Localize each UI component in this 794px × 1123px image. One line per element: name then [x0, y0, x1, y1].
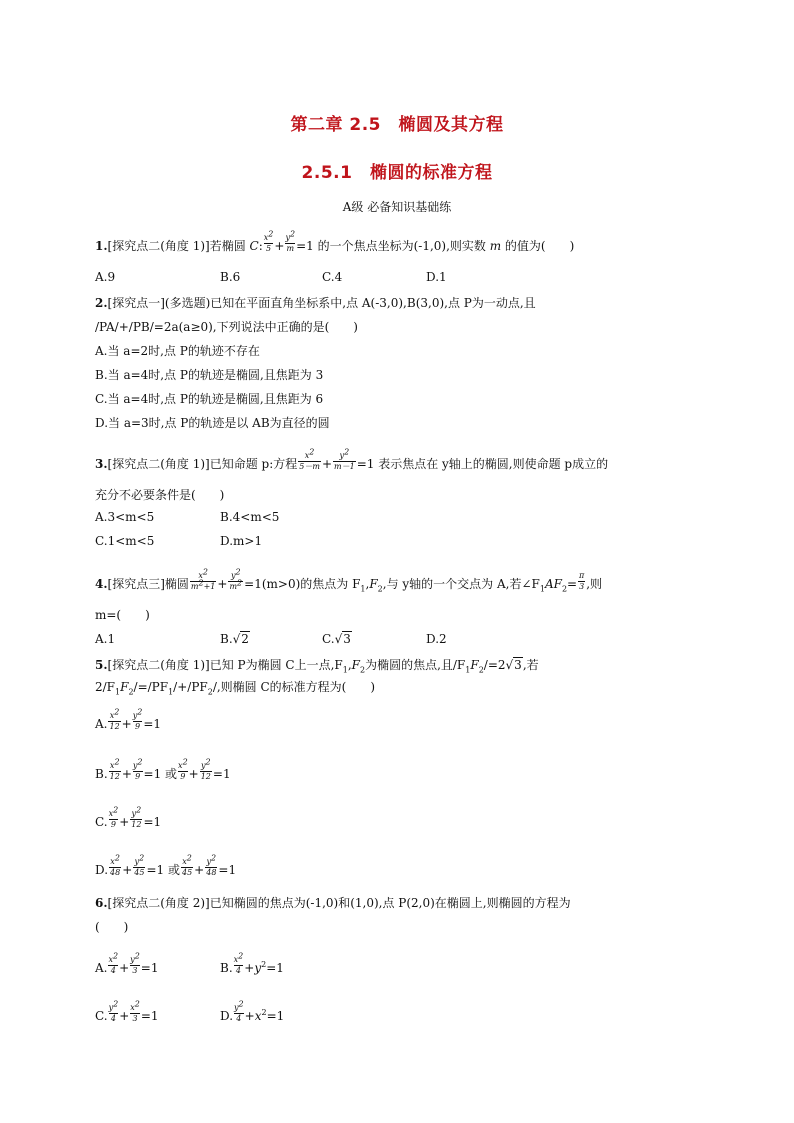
q1-option-c[interactable]: C.4	[322, 270, 343, 284]
chapter-title: 第二章 2.5 椭圆及其方程	[290, 115, 504, 135]
q2-option-c[interactable]: C.当 a=4时,点 P的轨迹是椭圆,且焦距为 6	[95, 392, 324, 406]
q6-option-d[interactable]: D. $\frac{y^2}{4}$ $+x^2=1$	[220, 999, 285, 1023]
q6-option-b[interactable]: B. $\frac{x^2}{4}$ $+y^2=1$	[220, 951, 284, 975]
q6-option-c[interactable]: C. $\frac{y^2}{4}$ + $\frac{x^2}{3}$ =1	[95, 999, 159, 1023]
q2-option-a[interactable]: A.当 a=2时,点 P的轨迹不存在	[95, 344, 260, 358]
q4-option-c[interactable]: C.√3	[322, 632, 351, 646]
q5-option-d[interactable]: D. $\frac{x^2}{48}$ + $\frac{y^2}{45}$ =1 或 $\frac{x^2}{45}$ + $\frac{y^2}{48}$ =1	[95, 853, 237, 877]
question-4-line-2: m=( )	[95, 608, 150, 622]
question-2: 2.[探究点一](多选题)已知在平面直角坐标系中,点 A(-3,0),B(3,0),点 P为一动点,且	[95, 296, 536, 310]
question-5-line-2: $2/F_1F_2/=/PF_1/+/PF_2/$,则椭圆 C的标准方程为( )	[95, 680, 376, 697]
section-title: 2.5.1 椭圆的标准方程	[301, 163, 493, 183]
q5-option-b[interactable]: B. $\frac{x^2}{12}$ + $\frac{y^2}{9}$ =1 或 $\frac{x^2}{9}$ + $\frac{y^2}{12}$ =1	[95, 757, 231, 781]
q5-option-c[interactable]: C. $\frac{x^2}{9}$ + $\frac{y^2}{12}$ =1	[95, 805, 162, 829]
q3-option-d[interactable]: D.m>1	[220, 534, 263, 548]
question-2-line-2: /PA/+/PB/=2a(a≥0),下列说法中正确的是( )	[95, 320, 358, 334]
q4-option-d[interactable]: D.2	[426, 632, 447, 646]
q2-option-d[interactable]: D.当 a=3时,点 P的轨迹是以 AB为直径的圆	[95, 416, 330, 430]
question-3: 3.[探究点二(角度 1)]已知命题 p:方程 $\frac{x^2}{5-m}$ + $\frac{y^2}{m-1}$ =1 表示焦点在 y轴上的椭圆,则使命题 p成立的	[95, 447, 609, 471]
question-6: 6.[探究点二(角度 2)]已知椭圆的焦点为(-1,0)和(1,0),点 P(2,0)在椭圆上,则椭圆的方程为	[95, 896, 571, 910]
question-1: 1.[探究点二(角度 1)]若椭圆 C: $\frac{x^2}{5}$ + $\frac{y^2}{m}$ =1 的一个焦点坐标为(-1,0),则实数 m 的值为( )	[95, 229, 575, 253]
question-3-line-2: 充分不必要条件是( )	[95, 488, 225, 502]
question-5: 5.[探究点二(角度 1)]已知 P为椭圆 C上一点$,F_1,F_2$为椭圆的焦点,且$/F_1F_2/=2√3$,若	[95, 658, 539, 675]
q3-option-c[interactable]: C.1<m<5	[95, 534, 155, 548]
question-6-line-2: ( )	[95, 920, 129, 934]
level-heading: A级 必备知识基础练	[342, 200, 452, 214]
q4-option-b[interactable]: B.√2	[220, 632, 249, 646]
q1-option-d[interactable]: D.1	[426, 270, 447, 284]
q2-option-b[interactable]: B.当 a=4时,点 P的轨迹是椭圆,且焦距为 3	[95, 368, 324, 382]
q4-option-a[interactable]: A.1	[95, 632, 116, 646]
q3-option-b[interactable]: B.4<m<5	[220, 510, 280, 524]
q1-option-b[interactable]: B.6	[220, 270, 241, 284]
q3-option-a[interactable]: A.3<m<5	[95, 510, 155, 524]
question-4: 4.[探究点三]椭圆 $\frac{x^2}{m^2+1}$ + $\frac{y^2}{m^2}$ =1(m>0)的焦点为 $F_1,F_2$,与 y轴的一个交点为 A,若$\angle F_1AF_2=$ $\frac{\pi}{3}$ ,则	[95, 567, 603, 594]
q6-option-a[interactable]: A. $\frac{x^2}{4}$ + $\frac{y^2}{3}$ =1	[95, 951, 159, 975]
q5-option-a[interactable]: A. $\frac{x^2}{12}$ + $\frac{y^2}{9}$ =1	[95, 707, 162, 731]
q1-option-a[interactable]: A.9	[95, 270, 116, 284]
